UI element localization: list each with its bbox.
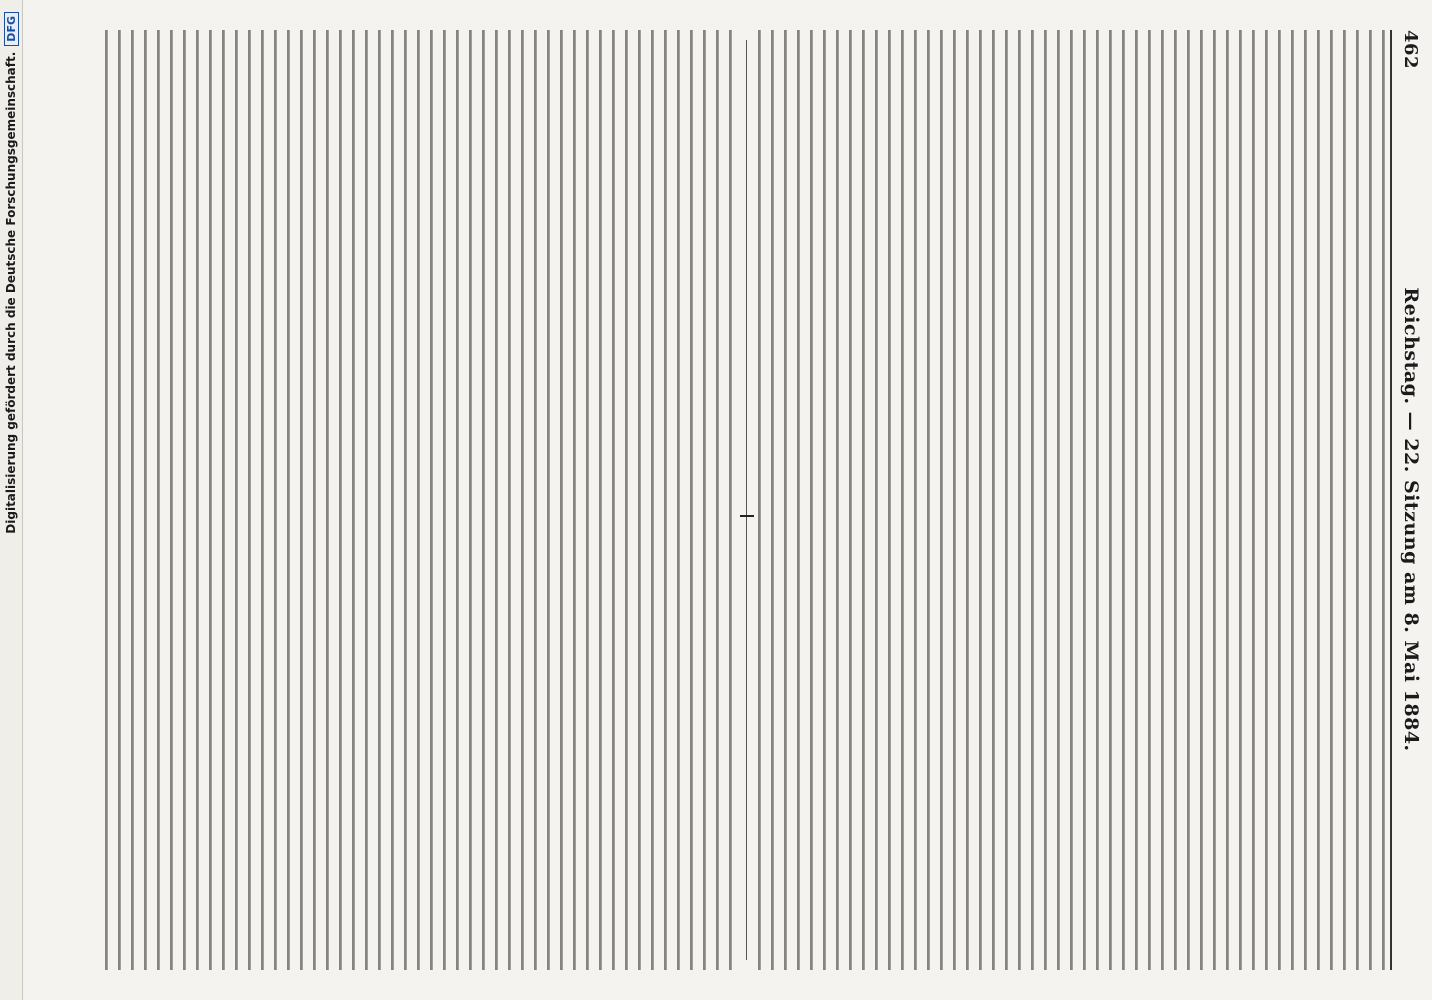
text-column-right — [758, 30, 1386, 970]
scan-edge — [22, 0, 23, 1000]
footer-text: Digitalisierung gefördert durch die Deutsche Forschungsgemeinschaft. — [4, 51, 18, 534]
header-rule — [1390, 30, 1392, 970]
digitization-footer — [0, 0, 22, 1000]
text-column-left — [105, 30, 737, 970]
page-number: 462 — [1400, 30, 1422, 70]
page-header — [1396, 30, 1426, 970]
running-title: Reichstag. — 22. Sitzung am 8. Mai 1884. — [1400, 287, 1422, 752]
dfg-logo-icon: DFG — [4, 12, 19, 46]
column-divider-mark — [740, 515, 754, 517]
column-divider — [746, 40, 747, 960]
